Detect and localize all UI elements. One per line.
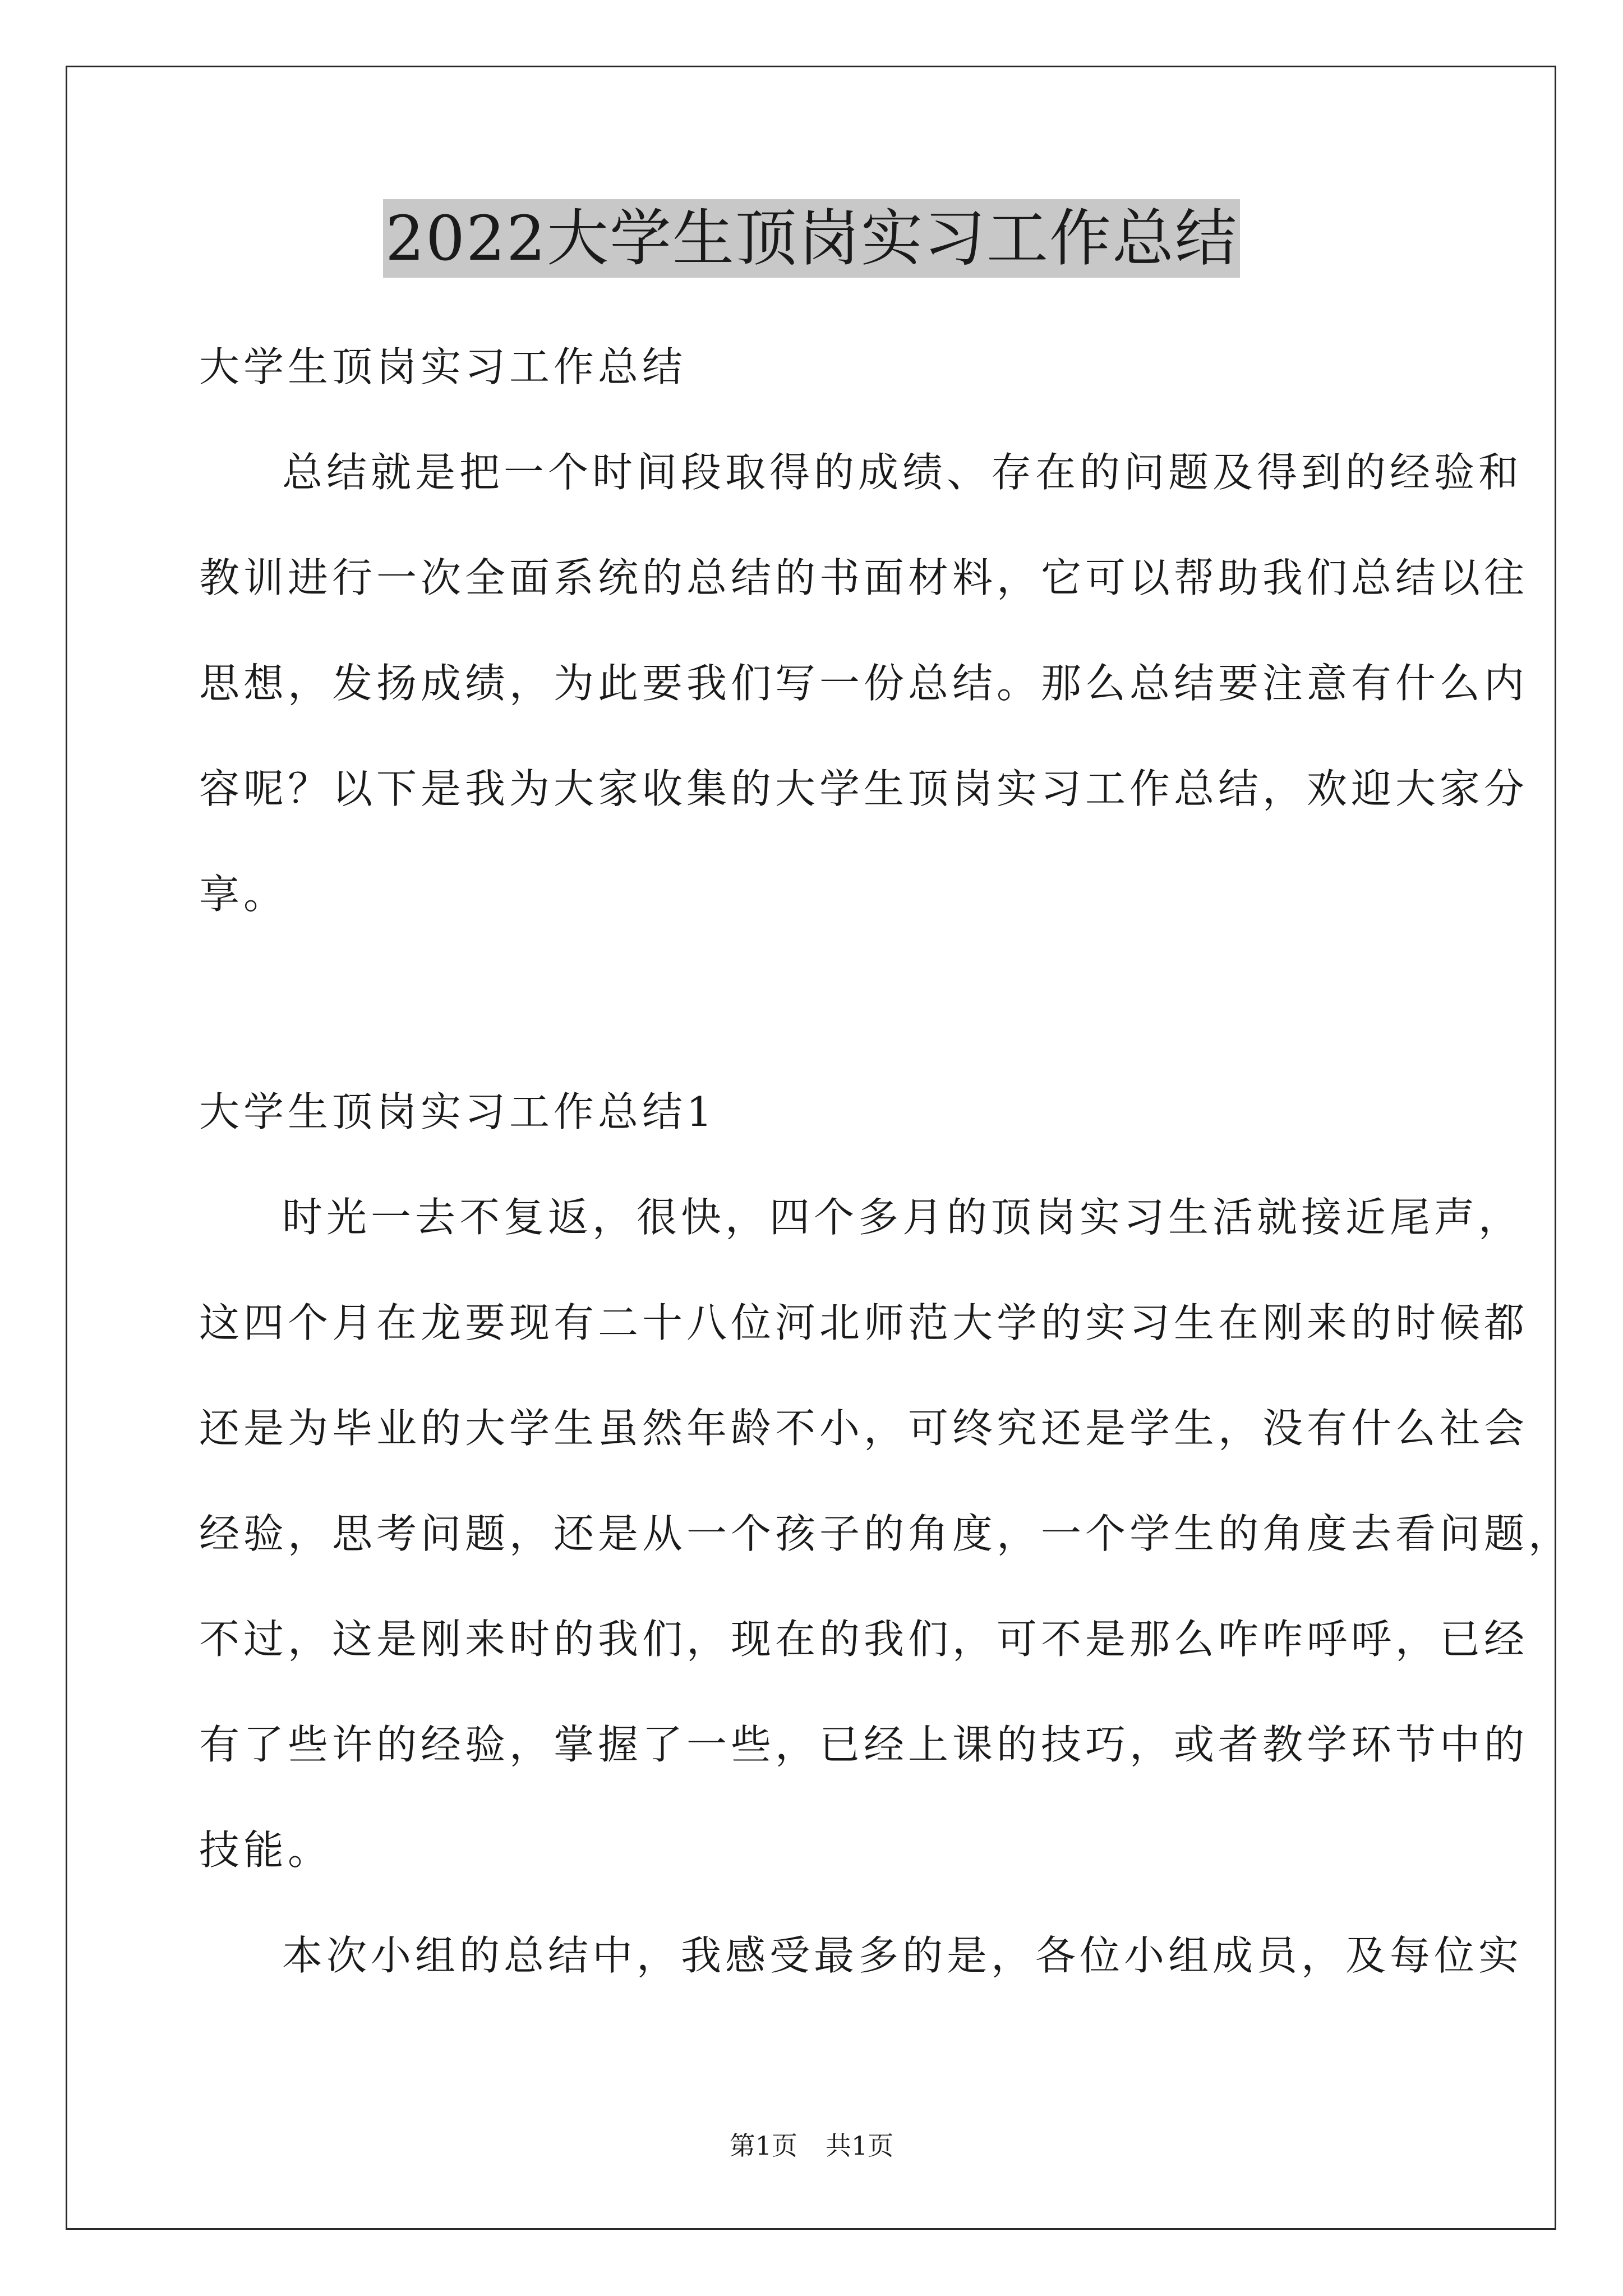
paragraph-line: 不过，这是刚来时的我们，现在的我们，可不是那么咋咋呼呼，已经 xyxy=(199,1616,1529,1663)
intro-line: 思想，发扬成绩，为此要我们写一份总结。那么总结要注意有什么内 xyxy=(199,660,1529,707)
document-body xyxy=(199,314,1573,2008)
paragraph-line: 本次小组的总结中，我感受最多的是，各位小组成员，及每位实 xyxy=(282,1932,1523,1979)
intro-line: 享。 xyxy=(199,871,288,918)
paragraph-line: 技能。 xyxy=(199,1826,333,1874)
page-number-current: 第1页 xyxy=(729,2131,797,2161)
paragraph-line: 时光一去不复返，很快，四个多月的顶岗实习生活就接近尾声， xyxy=(282,1194,1523,1241)
title-container xyxy=(0,199,1623,278)
page-footer xyxy=(0,2129,1623,2162)
intro-line: 容呢？以下是我为大家收集的大学生顶岗实习工作总结，欢迎大家分 xyxy=(199,765,1529,812)
document-title: 2022大学生顶岗实习工作总结 xyxy=(383,199,1240,278)
section-heading: 大学生顶岗实习工作总结 xyxy=(199,343,687,390)
section-heading: 大学生顶岗实习工作总结1 xyxy=(199,1088,716,1135)
paragraph-line: 经验，思考问题，还是从一个孩子的角度，一个学生的角度去看问题， xyxy=(199,1510,1573,1557)
paragraph-line: 这四个月在龙要现有二十八位河北师范大学的实习生在刚来的时候都 xyxy=(199,1299,1529,1346)
paragraph-gap xyxy=(199,947,1433,1059)
paragraph-line: 有了些许的经验，掌握了一些，已经上课的技巧，或者教学环节中的 xyxy=(199,1721,1529,1768)
intro-line: 教训进行一次全面系统的总结的书面材料，它可以帮助我们总结以往 xyxy=(199,554,1529,601)
paragraph-line: 还是为毕业的大学生虽然年龄不小，可终究还是学生，没有什么社会 xyxy=(199,1405,1529,1452)
page-number-total: 共1页 xyxy=(826,2131,894,2161)
intro-line: 总结就是把一个时间段取得的成绩、存在的问题及得到的经验和 xyxy=(282,449,1523,496)
